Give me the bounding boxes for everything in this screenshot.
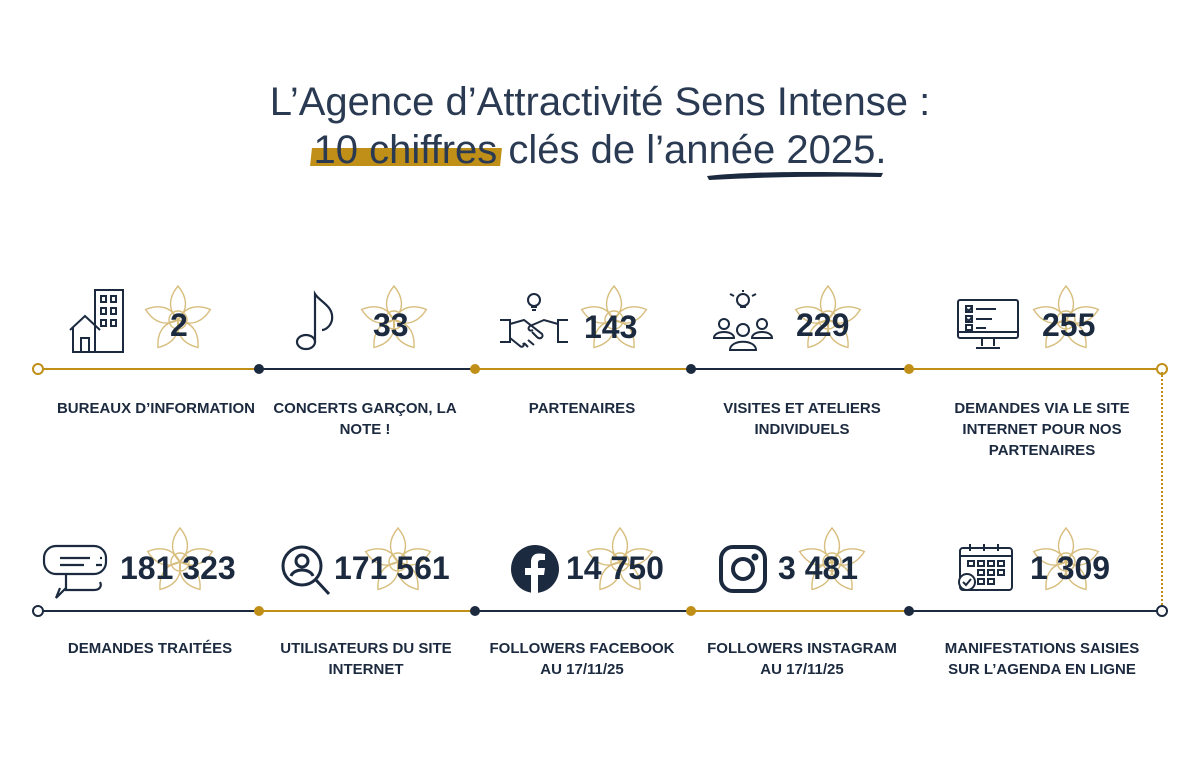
stat-label: DEMANDES VIA LE SITE INTERNET POUR NOS PARTENAIRES [954, 400, 1130, 459]
timeline-dot [686, 364, 696, 374]
timeline-corner-dot [1156, 605, 1168, 617]
stat-value: 171 561 [334, 550, 450, 586]
instagram-icon [718, 544, 768, 594]
stat-value: 33 [373, 307, 409, 343]
user-search-icon [280, 544, 332, 598]
title-highlight: 10 chiffres [313, 128, 498, 172]
title-line-1: L’Agence d’Attractivité Sens Intense : [269, 80, 931, 124]
title-underlined-text: née 2025 [708, 128, 876, 172]
stat-label: CONCERTS GARÇON, LA NOTE ! [273, 400, 457, 438]
title-end: . [875, 128, 887, 172]
handshake-idea-icon [498, 290, 570, 352]
stat-value: 2 [170, 307, 188, 343]
music-note-icon [294, 288, 340, 354]
stat-label: BUREAUX D’INFORMATION [56, 400, 256, 417]
timeline-row1-seg2 [260, 368, 475, 370]
stat-label: VISITES ET ATELIERS INDIVIDUELS [723, 400, 881, 438]
stat-label: PARTENAIRES [528, 400, 636, 417]
timeline-row1-seg5 [909, 368, 1159, 370]
timeline-row2-seg5 [909, 610, 1159, 612]
timeline-row2-seg1 [42, 610, 260, 612]
timeline-dot [686, 606, 696, 616]
timeline-dot [470, 364, 480, 374]
stat-label: FOLLOWERS FACEBOOK AU 17/11/25 [489, 640, 675, 678]
timeline-row2-seg3 [475, 610, 691, 612]
monitor-checklist-icon [956, 298, 1020, 352]
stat-value: 1 309 [1030, 550, 1111, 586]
timeline-row1-seg1 [42, 368, 260, 370]
facebook-icon [510, 544, 560, 594]
stat-label: UTILISATEURS DU SITE INTERNET [280, 640, 452, 678]
timeline-connector [1161, 372, 1163, 608]
stat-value: 14 750 [566, 550, 664, 586]
timeline-dot [254, 606, 264, 616]
timeline-row2-seg4 [691, 610, 909, 612]
stat-label: MANIFESTATIONS SAISIES SUR L’AGENDA EN LIGNE [944, 640, 1140, 678]
stat-label: FOLLOWERS INSTAGRAM AU 17/11/25 [707, 640, 897, 678]
timeline-row2-seg2 [260, 610, 475, 612]
timeline-dot [904, 606, 914, 616]
stat-label: DEMANDES TRAITÉES [67, 640, 233, 657]
timeline-row1-seg4 [691, 368, 909, 370]
timeline-dot [904, 364, 914, 374]
group-idea-icon [712, 290, 774, 354]
timeline-start-dot [32, 363, 44, 375]
stat-value: 181 323 [120, 550, 236, 586]
chat-bubbles-icon [42, 544, 112, 602]
timeline-dot [254, 364, 264, 374]
stat-value: 3 481 [778, 550, 859, 586]
stat-value: 255 [1042, 307, 1096, 343]
stat-value: 229 [796, 307, 850, 343]
calendar-check-icon [956, 542, 1016, 594]
timeline-dot [470, 606, 480, 616]
timeline-end-dot [32, 605, 44, 617]
building-house-icon [68, 286, 128, 354]
title-middle: clés de l’an [497, 128, 709, 172]
timeline-row1-seg3 [475, 368, 691, 370]
stat-value: 143 [584, 309, 638, 345]
